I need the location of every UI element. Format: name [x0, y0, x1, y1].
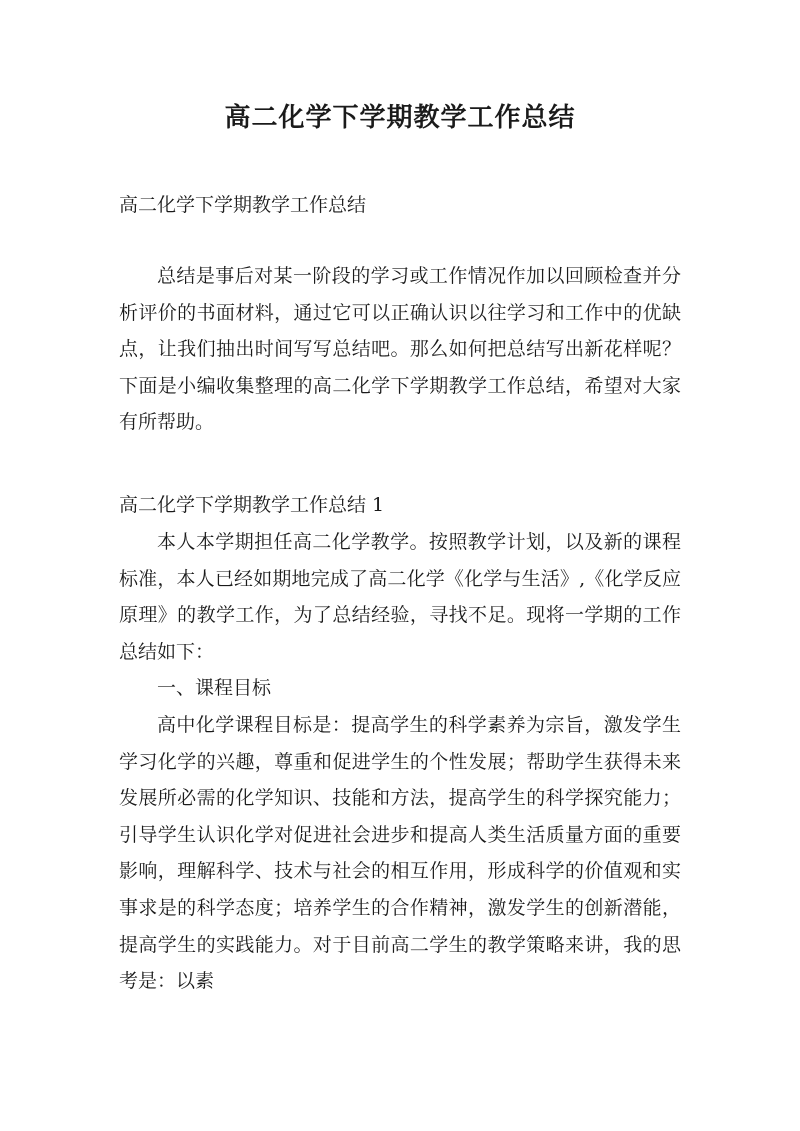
body-paragraph: 本人本学期担任高二化学教学。按照教学计划，以及新的课程标准，本人已经如期地完成了高二化学《化学与生活》,《化学反应原理》的教学工作，为了总结经验，寻找不足。现将一学期的工作总结如下： [119, 531, 681, 663]
intro-paragraph: 总结是事后对某一阶段的学习或工作情况作加以回顾检查并分析评价的书面材料，通过它可以正确认识以往学习和工作中的优缺点，让我们抽出时间写写总结吧。那么如何把总结写出新花样呢？下面是小编收集整理的高二化学下学期教学工作总结，希望对大家有所帮助。 [119, 265, 681, 434]
document-title: 高二化学下学期教学工作总结 [224, 103, 576, 133]
body-paragraph: 高中化学课程目标是：提高学生的科学素养为宗旨，激发学生学习化学的兴趣，尊重和促进学生的个性发展；帮助学生获得未来发展所必需的化学知识、技能和方法，提高学生的科学探究能力；引导学生认识化学对促进社会进步和提高人类生活质量方面的重要影响，理解科学、技术与社会的相互作用，形成科学的价值观和实事求是的科学态度；培养学生的合作精神，激发学生的创新潜能，提高学生的实践能力。对于目前高二学生的教学策略来讲，我的思考是：以素 [119, 713, 681, 993]
body-text [119, 524, 681, 1000]
section-heading: 高二化学下学期教学工作总结 1 [119, 494, 385, 516]
course-goal-heading: 一、课程目标 [157, 677, 272, 700]
document-subtitle: 高二化学下学期教学工作总结 [119, 194, 367, 216]
